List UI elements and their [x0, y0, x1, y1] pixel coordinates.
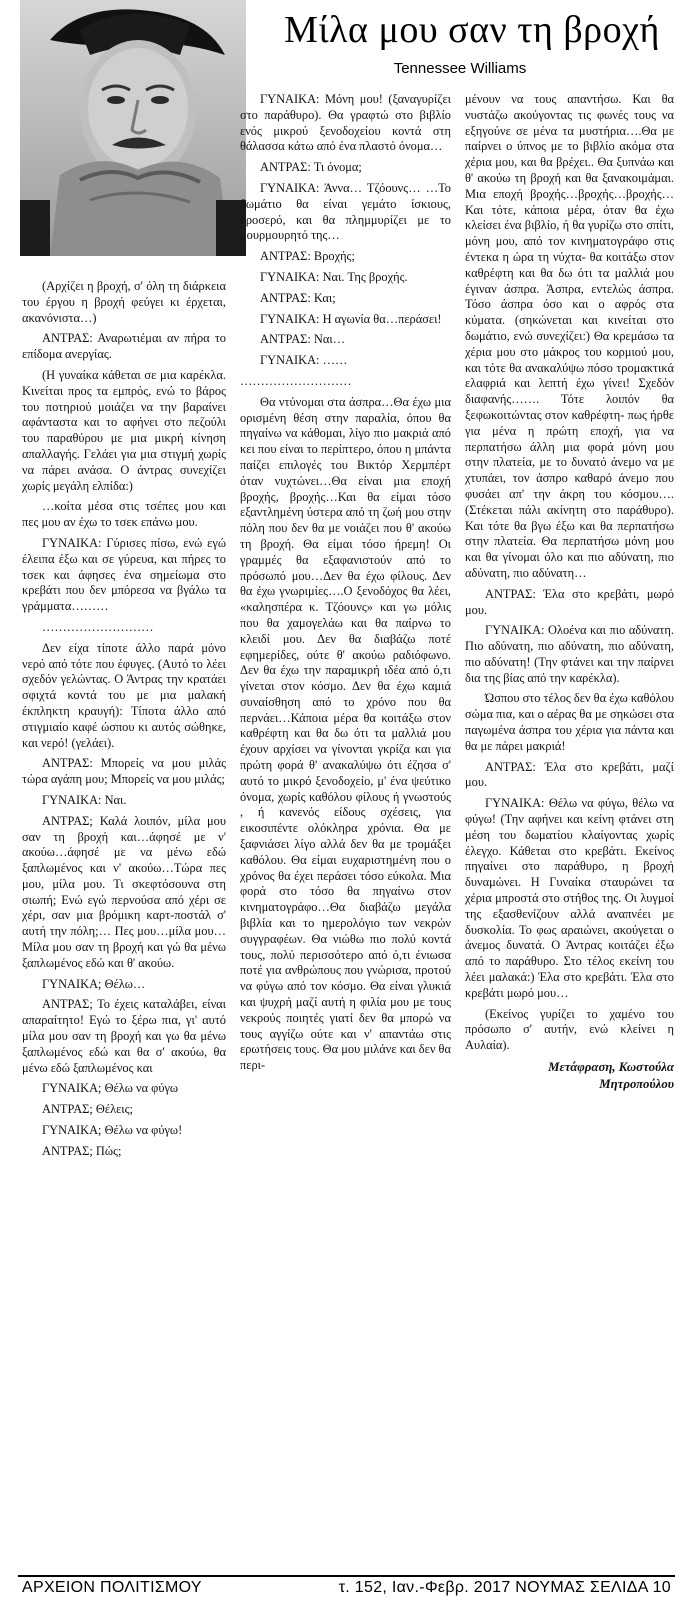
paragraph: ΓΥΝΑΙΚΑ: Μόνη μου! (ξαναγυρίζει στο παράθυρο). Θα γραφτώ στο βιβλίο ενός μικρού ξενοδοχείου κοντά στη θάλασσα κάτω από ένα πλαστό όνομα…: [240, 92, 451, 154]
credit-line: Μετάφραση, Κωστούλα: [548, 1060, 674, 1075]
paragraph: Ώσπου στο τέλος δεν θα έχω καθόλου σώμα πια, και ο αέρας θα με σηκώσει στα παγωμένα άσπρα του χέρια για πάντα και θα με πάρει μακριά!: [465, 691, 674, 753]
article-title: Μίλα μου σαν τη βροχή: [284, 9, 660, 51]
paragraph: (Εκείνος γυρίζει το χαμένο του πρόσωπο σ' αυτήν, ενώ κλείνει η Αυλαία).: [465, 1006, 674, 1053]
paragraph: ΓΥΝΑΙΚΑ: Ναι.: [42, 792, 127, 807]
credit-line: Μητροπούλου: [599, 1077, 674, 1092]
paragraph: ΓΥΝΑΙΚΑ: Η αγωνία θα…περάσει!: [260, 311, 442, 326]
text-column-2: [240, 92, 451, 1079]
paragraph: ΓΥΝΑΙΚΑ: ……: [260, 353, 348, 368]
text-column-1: [22, 279, 226, 1165]
paragraph: ΑΝΤΡΑΣ; Καλά λοιπόν, μίλα μου σαν τη βροχή και…άφησέ με ν' ακούω…άφησέ με να μένω εδώ ξαπλωμένος και ν' ακούω…Τώρα πες μου, μίλα μου. Τι σκεφτόσουνα στη σιωπή; Ενώ εγώ περνούσα από χέρι σε χέρι, σαν μια βρόμικη καρτ-ποστάλ σ' αυτή την πόλη;… Πες μου…μίλα μου…Μίλα μου σαν τη βροχή και γώ θα μένω ξαπλωμένος εδώ και θ' ακούω.: [22, 813, 226, 970]
paragraph: μένουν να τους απαντήσω. Και θα νυστάζω ακούγοντας τις φωνές τους να εξηγούνε σε μένα τα μυστήρια….Θα με παίρνει ο ύπνος με το βιβλίο ακόμα στα χέρια μου, και θα βρέχει.. Θα ξυπνάω και θ' ακούω τη βροχή και θα ξανακοιμάμαι. Μια εποχή βροχής…βροχής…βροχής… Και τότε, κάποια μέρα, όταν θα έχω κλείσει ένα βιβλίο, ή θα γυρίζω στο σπίτι, μόνη μου, από τον κινηματογράφο στις έντεκα η ώρα τη νύχτα- θα κοιτάξω στον καθρέφτη και θα δω ότι τα μαλλιά μου έγιναν άσπρα. Άσπρα, εντελώς άσπρα. Τόσο άσπρα όσο και ο αφρός στα κύματα. (σηκώνεται και κινείται στο δωμάτιο, ενώ συνεχίζει:) Θα κρεμάσω τα χέρια μου στο μάκρος του κορμιού μου, και τότε θα ανακαλύψω πόσο τρομακτικά ελαφριά και λεπτή έχω γίνει! Σχεδόν διαφανής……. Τότε λοιπόν θα ξεφωκοιτώντας στον καθρέφτη- πως ήρθε για μένα η πρώτη εποχή, για να περπατήσω άλλη μια φορά μόνη μου στην πλατεία, με το δυνατό άνεμο να με χτυπάει, τον άσπρο καθαρό άνεμο που φυσάει απ' την άκρη του κόσμου….(Στέκεται πάλι ακίνητη στο παράθυρο). Και τότε θα βγω έξω και θα περπατήσω στην πλατεία. Θα περπατήσω μόνη μου και θα γίνομαι όλο και πιο αδύνατη, πιο αδύνατη, πιο αδύνατη…: [465, 92, 674, 580]
paragraph: ΓΥΝΑΙΚΑ; Θέλω να φύγω: [42, 1081, 179, 1096]
author-portrait-photo: [20, 0, 246, 256]
portrait-image: [20, 0, 246, 256]
paragraph: ΓΥΝΑΙΚΑ; Θέλω…: [42, 976, 146, 991]
paragraph: ΓΥΝΑΙΚΑ; Θέλω να φύγω!: [42, 1123, 183, 1138]
paragraph: ΑΝΤΡΑΣ: Ναι…: [260, 332, 346, 347]
paragraph: ΑΝΤΡΑΣ: Τι όνομα;: [260, 160, 362, 175]
paragraph: Δεν είχα τίποτε άλλο παρά μόνο νερό από τότε που έφυγες. (Αυτό το λέει σχεδόν γελώντας. Ο Άντρας την κρατάει σφιχτά κοντά του με μια μαλακή έκπληκτη κραυγή): Τίποτα άλλο από στιγμιαίο καφέ ώσπου κι αυτός σώθηκε, και νερό! (γελάει).: [22, 640, 226, 750]
footer-publication: ΑΡΧΕΙΟΝ ΠΟΛΙΤΙΣΜΟΥ: [22, 1579, 202, 1596]
article-author: Tennessee Williams: [393, 60, 527, 77]
paragraph: ΓΥΝΑΙΚΑ: Γύρισες πίσω, ενώ εγώ έλειπα έξω και σε γύρευα, και πήρες το τσεκ και άφησες ένα σημείωμα στο κρεβάτι που δεν μπόρεσα να βγάλω τα γράμματα………: [22, 535, 226, 614]
paragraph: ΑΝΤΡΑΣ: Αναρωτιέμαι αν πήρα το επίδομα ανεργίας.: [22, 331, 226, 362]
ellipsis-line: ………………………: [42, 619, 154, 634]
footer-issue-page: τ. 152, Ιαν.-Φεβρ. 2017 ΝΟΥΜΑΣ ΣΕΛΙΔΑ 10: [338, 1579, 671, 1596]
footer-divider: [18, 1575, 675, 1577]
paragraph: ΑΝΤΡΑΣ; Θέλεις;: [42, 1102, 133, 1117]
paragraph: ΑΝΤΡΑΣ; Το έχεις καταλάβει, είναι απαραίτητο! Εγώ το ξέρω πια, γι' αυτό μίλα μου σαν τη βροχή και γω θα μένω ξαπλωμένος εδώ και θα σ' ακούω, θα μένω εδώ ξαπλωμένος και: [22, 997, 226, 1075]
paragraph: ΑΝΤΡΑΣ: Και;: [260, 290, 336, 305]
text-column-3: [465, 92, 674, 1093]
paragraph: ΓΥΝΑΙΚΑ: Ολοένα και πιο αδύνατη. Πιο αδύνατη, πιο αδύνατη, πιο αδύνατη, πιο αδύνατη! (Την φτάνει και την παίρνει δια της βίας από την καρέκλα).: [465, 623, 674, 685]
paragraph: ΑΝΤΡΑΣ: Μπορείς να μου μιλάς τώρα αγάπη μου; Μπορείς να μου μιλάς;: [22, 756, 226, 787]
paragraph: ΑΝΤΡΑΣ: Έλα στο κρεβάτι, μωρό μου.: [465, 586, 674, 617]
paragraph: …κοίτα μέσα στις τσέπες μου και πες μου αν έχω το τσεκ επάνω μου.: [22, 499, 226, 530]
paragraph: ΓΥΝΑΙΚΑ: Άννα… Τζόουνς… …Το δωμάτιο θα είναι γεμάτο ίσκιους, δροσερό, και θα πλημμυρίζει με το μουρμουρητό της…: [240, 180, 451, 243]
paragraph: (Η γυναίκα κάθεται σε μια καρέκλα. Κινείται προς τα εμπρός, ενώ το βάρος του ποτηριού μοιάζει να την βαραίνει αφάνταστα και το αφήνει στο πεζούλι του παραθύρου με μια μικρή κίνηση απαλλαγής. Γελάει για μια στιγμή χωρίς να πάρει ανάσα. Ο άντρας συνεχίζει χωρίς μεγάλη ελπίδα:): [22, 367, 226, 493]
paragraph: ΑΝΤΡΑΣ: Βροχής;: [260, 249, 355, 264]
paragraph: ΓΥΝΑΙΚΑ: Θέλω να φύγω, θέλω να φύγω! (Την αφήνει και κείνη φτάνει στη μέση του δωματίου κλαίγοντας χωρίς έλεγχο. Κάθεται στο κρεβάτι. Εκείνος πηγαίνει στο παράθυρο, η βροχή δυναμώνει. Η Γυναίκα σταυρώνει τα χέρια μπροστά στο στήθος της. Οι λυγμοί της εξασθενίζουν αλλά αναπνέει με δυσκολία. Το φως αραιώνει, ακούγεται ο άνεμος δυνατά. Ο Άντρας κοιτάζει έξω από το παράθυρο. Στο τέλος εκείνη του λέει μαλακά:) Έλα στο κρεβάτι. Έλα στο κρεβάτι μωρό μου…: [465, 796, 674, 1000]
paragraph: (Αρχίζει η βροχή, σ' όλη τη διάρκεια του έργου η βροχή φεύγει κι έρχεται, ακανόνιστα…): [22, 279, 226, 325]
page-footer: [18, 1579, 675, 1599]
paragraph: ΓΥΝΑΙΚΑ: Ναι. Της βροχής.: [260, 269, 408, 284]
ellipsis-line: ………………………: [240, 373, 352, 388]
paragraph: Θα ντύνομαι στα άσπρα…Θα έχω μια ορισμένη θέση στην παραλία, όπου θα πηγαίνω να κάθομαι, λίγο πιο μακριά από κει που είναι το περίπτερο, όπου η μπάντα παίζει επιλογές του Βικτόρ Χερμπέρτ όταν νυχτώνει…Θα είναι μια εποχή βροχής, βροχής…Και θα είμαι τόσο εξαντλημένη ύστερα από τη ζωή μου στην πόλη που δεν θα με νοιάζει που θ' ακούω τη βροχή. Θα είμαι τόσο ήρεμη! Οι γραμμές θα εξαφανιστούν από το πρόσωπό μου…Δεν θα έχω φίλους. Δεν θα έχω γνωριμίες….Ο ξενοδόχος θα λέει, «καλησπέρα κ. Τζόουνς» και γω μόλις που θα χαμογελάω και θα παίρνω το κλειδί μου. Δεν θα διαβάζω ποτέ εφημερίδες, ούτε θ' ακούω ραδιόφωνο. Δεν θα έχω την παραμικρή ιδέα από ό,τι γίνεται στον κόσμο. Δεν θα έχω καμιά συναίσθηση από το χρόνο που θα περνάει…Κάποια μέρα θα κοιτάξω στον καθρέφτη και θα δω ότι τα μαλλιά μου έχουν αρχίσει να γίνονται γκρίζα και για πρώτη φορά θ' ανακαλύψω ότι έζησα σ' αυτό το μικρό ξενοδοχείο, μ' ένα ψεύτικο όνομα, χωρίς καθόλου φίλους ή γνωστούς , ή κανενός είδους σχέσεις, για εικοσιπέντε ολόκληρα χρόνια. Θα με ξαφνιάσει λίγο αλλά δεν θα με τρομάξει καθόλου. Θα είμαι ευχαριστημένη που ο χρόνος θα έχει περάσει τόσο εύκολα. Μια φορά στο τόσο θα πηγαίνω στον κινηματογράφο…Θα διαβάζω μεγάλα βιβλία και το ημερολόγιο των νεκρών συγγραφέων. Θα νιώθω πιο πολύ κοντά τους, πολύ περισσότερο από ό,τι ένιωσα ποτέ για ανθρώπους που γνώρισα, προτού να φύγω από τον κόσμο. Θα είναι γλυκιά και ψυχρή μαζί αυτή η φιλία μου με τους νεκρούς ποιητές γιατί δεν θα μπορώ να τους αγγίζω ούτε και ν' απαντάω στις ερωτήσεις τους. Θα μου μιλάνε και δεν θα περι-: [240, 394, 451, 1073]
paragraph: ΑΝΤΡΑΣ; Πώς;: [42, 1143, 122, 1158]
translation-credit: [465, 1059, 674, 1093]
paragraph: ΑΝΤΡΑΣ: Έλα στο κρεβάτι, μαζί μου.: [465, 759, 674, 790]
